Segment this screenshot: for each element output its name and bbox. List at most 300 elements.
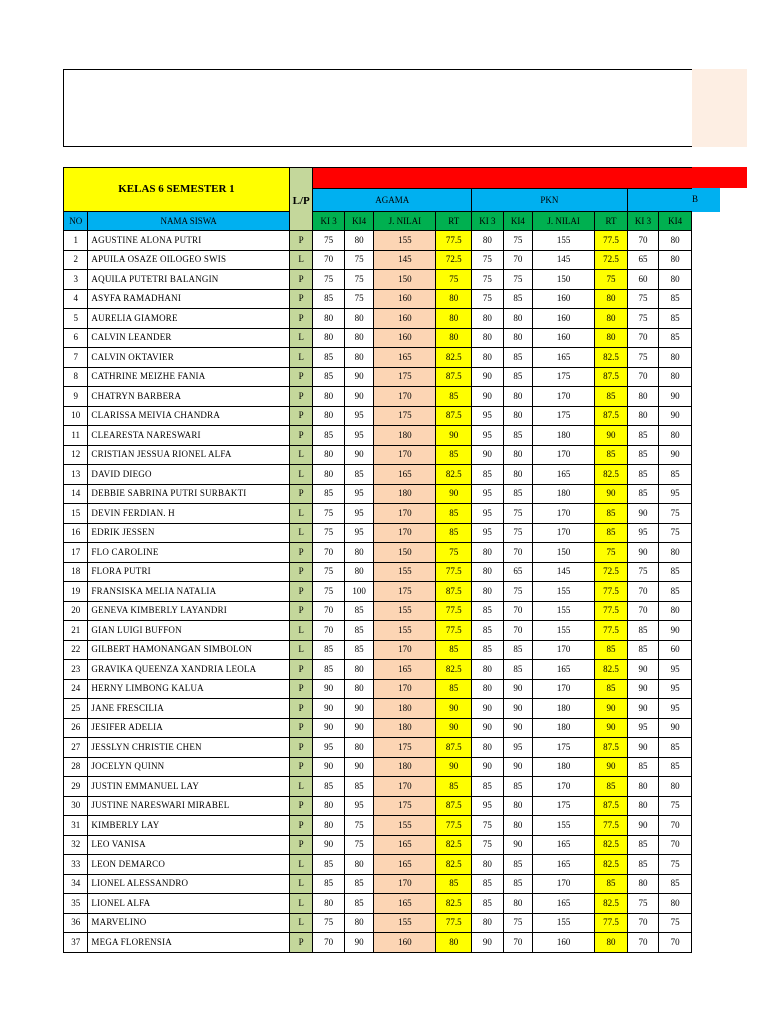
agama-rt: 85 [436, 777, 472, 797]
student-no: 7 [64, 348, 88, 368]
student-gender: L [289, 250, 312, 270]
pkn-ki3: 95 [472, 484, 504, 504]
table-row [64, 445, 692, 465]
table-row [64, 328, 692, 348]
next-ki3: 70 [627, 367, 659, 387]
next-ki3: 85 [627, 484, 659, 504]
agama-rt: 82.5 [436, 348, 472, 368]
agama-ki3: 90 [313, 679, 345, 699]
student-gender: P [289, 679, 312, 699]
agama-rt: 80 [436, 933, 472, 953]
pkn-ki4: 70 [503, 250, 533, 270]
agama-rt: 90 [436, 484, 472, 504]
pkn-jnilai: 165 [533, 835, 595, 855]
next-ki3: 90 [627, 660, 659, 680]
agama-ki4: 80 [344, 679, 374, 699]
pkn-ki3: 80 [472, 328, 504, 348]
student-gender: P [289, 289, 312, 309]
agama-ki3: 75 [313, 913, 345, 933]
agama-jnilai: 155 [374, 621, 436, 641]
student-no: 10 [64, 406, 88, 426]
pkn-rt: 80 [595, 309, 628, 329]
table-row [64, 387, 692, 407]
header-box [63, 69, 692, 147]
agama-jnilai: 170 [374, 679, 436, 699]
student-no: 8 [64, 367, 88, 387]
student-name: DEVIN FERDIAN. H [88, 504, 290, 524]
agama-jnilai: 175 [374, 367, 436, 387]
agama-ki4: 80 [344, 231, 374, 251]
agama-ki3: 70 [313, 250, 345, 270]
pkn-ki4: 90 [503, 835, 533, 855]
next-ki3: 95 [627, 718, 659, 738]
student-no: 16 [64, 523, 88, 543]
next-ki4: 85 [659, 465, 692, 485]
next-ki4: 90 [659, 387, 692, 407]
pkn-ki4: 75 [503, 270, 533, 290]
agama-ki4: 90 [344, 933, 374, 953]
student-no: 2 [64, 250, 88, 270]
pkn-jnilai: 160 [533, 309, 595, 329]
pkn-rt: 82.5 [595, 835, 628, 855]
next-ki4: 95 [659, 660, 692, 680]
col-header-ki4: KI4 [659, 212, 692, 231]
pkn-ki4: 80 [503, 796, 533, 816]
pkn-ki4: 80 [503, 309, 533, 329]
agama-jnilai: 175 [374, 406, 436, 426]
agama-ki4: 75 [344, 250, 374, 270]
student-gender: L [289, 874, 312, 894]
student-name: FLO CAROLINE [88, 543, 290, 563]
student-gender: P [289, 835, 312, 855]
pkn-ki4: 75 [503, 582, 533, 602]
student-name: AGUSTINE ALONA PUTRI [88, 231, 290, 251]
agama-rt: 85 [436, 445, 472, 465]
next-ki4: 85 [659, 757, 692, 777]
agama-ki3: 90 [313, 757, 345, 777]
next-ki3: 75 [627, 894, 659, 914]
agama-ki3: 80 [313, 465, 345, 485]
student-gender: P [289, 660, 312, 680]
next-ki4: 70 [659, 816, 692, 836]
red-header-bar [313, 168, 692, 189]
agama-ki3: 90 [313, 699, 345, 719]
student-gender: P [289, 562, 312, 582]
pkn-ki4: 85 [503, 367, 533, 387]
table-row [64, 738, 692, 758]
student-gender: L [289, 621, 312, 641]
pkn-ki4: 85 [503, 855, 533, 875]
agama-ki3: 75 [313, 231, 345, 251]
table-row [64, 543, 692, 563]
student-name: CRISTIAN JESSUA RIONEL ALFA [88, 445, 290, 465]
header-box-extension [692, 69, 747, 147]
pkn-jnilai: 170 [533, 445, 595, 465]
pkn-ki3: 85 [472, 894, 504, 914]
student-no: 28 [64, 757, 88, 777]
table-row [64, 348, 692, 368]
pkn-ki3: 85 [472, 601, 504, 621]
pkn-ki3: 75 [472, 835, 504, 855]
student-no: 26 [64, 718, 88, 738]
pkn-jnilai: 145 [533, 562, 595, 582]
next-ki3: 60 [627, 270, 659, 290]
student-name: CALVIN OKTAVIER [88, 348, 290, 368]
student-no: 27 [64, 738, 88, 758]
student-name: JESSLYN CHRISTIE CHEN [88, 738, 290, 758]
pkn-jnilai: 160 [533, 933, 595, 953]
pkn-jnilai: 165 [533, 348, 595, 368]
agama-rt: 87.5 [436, 406, 472, 426]
student-name: GILBERT HAMONANGAN SIMBOLON [88, 640, 290, 660]
agama-ki3: 75 [313, 582, 345, 602]
agama-ki4: 75 [344, 289, 374, 309]
table-row [64, 660, 692, 680]
agama-ki4: 85 [344, 894, 374, 914]
pkn-jnilai: 180 [533, 718, 595, 738]
pkn-ki4: 70 [503, 933, 533, 953]
agama-rt: 72.5 [436, 250, 472, 270]
agama-ki3: 80 [313, 309, 345, 329]
pkn-ki3: 80 [472, 660, 504, 680]
agama-jnilai: 145 [374, 250, 436, 270]
agama-rt: 90 [436, 426, 472, 446]
next-ki4: 80 [659, 250, 692, 270]
next-ki3: 80 [627, 387, 659, 407]
student-name: GRAVIKA QUEENZA XANDRIA LEOLA [88, 660, 290, 680]
agama-rt: 87.5 [436, 738, 472, 758]
agama-ki4: 85 [344, 465, 374, 485]
pkn-ki4: 65 [503, 562, 533, 582]
pkn-ki3: 80 [472, 679, 504, 699]
pkn-ki4: 85 [503, 348, 533, 368]
next-ki3: 75 [627, 289, 659, 309]
next-ki3: 75 [627, 348, 659, 368]
pkn-ki4: 95 [503, 738, 533, 758]
agama-jnilai: 165 [374, 465, 436, 485]
agama-jnilai: 160 [374, 933, 436, 953]
student-name: CALVIN LEANDER [88, 328, 290, 348]
student-gender: P [289, 582, 312, 602]
student-no: 3 [64, 270, 88, 290]
agama-rt: 80 [436, 328, 472, 348]
pkn-rt: 82.5 [595, 855, 628, 875]
student-gender: P [289, 484, 312, 504]
student-name: DEBBIE SABRINA PUTRI SURBAKTI [88, 484, 290, 504]
next-ki4: 80 [659, 543, 692, 563]
table-row [64, 874, 692, 894]
student-no: 37 [64, 933, 88, 953]
next-ki4: 80 [659, 231, 692, 251]
agama-ki4: 75 [344, 835, 374, 855]
next-ki3: 90 [627, 543, 659, 563]
agama-rt: 77.5 [436, 562, 472, 582]
next-ki4: 85 [659, 309, 692, 329]
pkn-ki4: 80 [503, 465, 533, 485]
next-ki3: 85 [627, 757, 659, 777]
student-no: 30 [64, 796, 88, 816]
pkn-rt: 90 [595, 757, 628, 777]
agama-rt: 90 [436, 699, 472, 719]
col-header-jnilai: J. NILAI [374, 212, 436, 231]
student-gender: P [289, 406, 312, 426]
pkn-rt: 77.5 [595, 601, 628, 621]
table-row [64, 621, 692, 641]
student-name: GENEVA KIMBERLY LAYANDRI [88, 601, 290, 621]
next-ki4: 85 [659, 289, 692, 309]
agama-ki4: 85 [344, 874, 374, 894]
agama-ki4: 95 [344, 484, 374, 504]
pkn-rt: 72.5 [595, 250, 628, 270]
agama-ki4: 90 [344, 445, 374, 465]
pkn-ki3: 95 [472, 504, 504, 524]
pkn-ki4: 70 [503, 601, 533, 621]
next-ki4: 75 [659, 523, 692, 543]
pkn-ki3: 90 [472, 718, 504, 738]
student-name: JESIFER ADELIA [88, 718, 290, 738]
next-ki4: 70 [659, 933, 692, 953]
agama-ki3: 80 [313, 796, 345, 816]
student-gender: L [289, 504, 312, 524]
pkn-jnilai: 175 [533, 406, 595, 426]
student-name: JUSTIN EMMANUEL LAY [88, 777, 290, 797]
student-no: 18 [64, 562, 88, 582]
next-ki3: 70 [627, 601, 659, 621]
student-gender: P [289, 309, 312, 329]
table-row [64, 289, 692, 309]
student-gender: P [289, 426, 312, 446]
agama-ki4: 80 [344, 660, 374, 680]
next-ki3: 90 [627, 504, 659, 524]
agama-ki3: 85 [313, 660, 345, 680]
next-ki3: 80 [627, 406, 659, 426]
agama-ki3: 80 [313, 387, 345, 407]
next-ki4: 95 [659, 484, 692, 504]
agama-ki3: 85 [313, 874, 345, 894]
pkn-ki4: 85 [503, 484, 533, 504]
next-ki4: 80 [659, 601, 692, 621]
student-gender: P [289, 738, 312, 758]
pkn-ki3: 95 [472, 406, 504, 426]
student-gender: P [289, 796, 312, 816]
agama-jnilai: 180 [374, 699, 436, 719]
pkn-ki3: 85 [472, 640, 504, 660]
agama-ki4: 75 [344, 270, 374, 290]
pkn-ki3: 75 [472, 250, 504, 270]
pkn-ki3: 85 [472, 621, 504, 641]
agama-jnilai: 180 [374, 426, 436, 446]
next-ki4: 85 [659, 738, 692, 758]
next-ki3: 85 [627, 855, 659, 875]
table-row [64, 231, 692, 251]
col-header-rt: RT [436, 212, 472, 231]
student-no: 15 [64, 504, 88, 524]
next-ki3: 85 [627, 621, 659, 641]
pkn-rt: 85 [595, 445, 628, 465]
agama-ki4: 80 [344, 309, 374, 329]
table-row [64, 933, 692, 953]
agama-rt: 80 [436, 309, 472, 329]
agama-rt: 77.5 [436, 601, 472, 621]
next-ki3: 85 [627, 640, 659, 660]
pkn-rt: 77.5 [595, 582, 628, 602]
student-gender: L [289, 328, 312, 348]
pkn-ki4: 85 [503, 874, 533, 894]
agama-rt: 82.5 [436, 465, 472, 485]
pkn-ki3: 75 [472, 816, 504, 836]
pkn-jnilai: 160 [533, 289, 595, 309]
student-name: DAVID DIEGO [88, 465, 290, 485]
pkn-rt: 82.5 [595, 348, 628, 368]
student-name: JANE FRESCILIA [88, 699, 290, 719]
pkn-jnilai: 165 [533, 465, 595, 485]
pkn-rt: 75 [595, 270, 628, 290]
agama-rt: 82.5 [436, 660, 472, 680]
next-ki4: 80 [659, 348, 692, 368]
pkn-ki4: 85 [503, 640, 533, 660]
agama-ki3: 80 [313, 406, 345, 426]
next-ki4: 90 [659, 621, 692, 641]
pkn-ki3: 75 [472, 289, 504, 309]
agama-ki4: 95 [344, 504, 374, 524]
agama-jnilai: 170 [374, 504, 436, 524]
next-ki4: 90 [659, 445, 692, 465]
next-ki3: 90 [627, 816, 659, 836]
student-name: EDRIK JESSEN [88, 523, 290, 543]
student-name: CLEARESTA NARESWARI [88, 426, 290, 446]
sheet-title: KELAS 6 SEMESTER 1 [64, 168, 290, 212]
next-ki3: 70 [627, 933, 659, 953]
agama-ki4: 80 [344, 913, 374, 933]
agama-jnilai: 150 [374, 270, 436, 290]
table-row [64, 679, 692, 699]
pkn-jnilai: 155 [533, 582, 595, 602]
pkn-ki3: 85 [472, 874, 504, 894]
table-row [64, 465, 692, 485]
student-no: 9 [64, 387, 88, 407]
pkn-rt: 85 [595, 874, 628, 894]
student-no: 36 [64, 913, 88, 933]
table-row [64, 816, 692, 836]
agama-ki3: 70 [313, 933, 345, 953]
next-ki4: 80 [659, 777, 692, 797]
pkn-jnilai: 155 [533, 816, 595, 836]
agama-ki3: 90 [313, 718, 345, 738]
agama-rt: 90 [436, 718, 472, 738]
pkn-ki4: 80 [503, 387, 533, 407]
pkn-rt: 82.5 [595, 660, 628, 680]
next-ki4: 95 [659, 679, 692, 699]
student-name: JOCELYN QUINN [88, 757, 290, 777]
agama-ki4: 80 [344, 328, 374, 348]
agama-jnilai: 180 [374, 757, 436, 777]
agama-rt: 85 [436, 874, 472, 894]
pkn-ki4: 85 [503, 660, 533, 680]
agama-jnilai: 180 [374, 484, 436, 504]
student-name: AQUILA PUTETRI BALANGIN [88, 270, 290, 290]
pkn-rt: 85 [595, 679, 628, 699]
table-row [64, 426, 692, 446]
pkn-rt: 80 [595, 289, 628, 309]
next-ki3: 70 [627, 582, 659, 602]
pkn-ki4: 75 [503, 504, 533, 524]
agama-rt: 82.5 [436, 855, 472, 875]
next-ki3: 80 [627, 777, 659, 797]
pkn-rt: 80 [595, 328, 628, 348]
student-no: 19 [64, 582, 88, 602]
pkn-ki4: 85 [503, 426, 533, 446]
agama-ki3: 90 [313, 835, 345, 855]
subject-header-agama: AGAMA [313, 189, 472, 212]
next-ki3: 75 [627, 309, 659, 329]
next-ki4: 90 [659, 406, 692, 426]
pkn-ki4: 90 [503, 718, 533, 738]
agama-jnilai: 155 [374, 816, 436, 836]
next-ki3: 85 [627, 465, 659, 485]
agama-rt: 82.5 [436, 894, 472, 914]
pkn-ki3: 90 [472, 387, 504, 407]
agama-ki3: 85 [313, 426, 345, 446]
student-name: HERNY LIMBONG KALUA [88, 679, 290, 699]
student-no: 22 [64, 640, 88, 660]
table-row [64, 894, 692, 914]
agama-jnilai: 165 [374, 855, 436, 875]
student-name: MARVELINO [88, 913, 290, 933]
student-name: FLORA PUTRI [88, 562, 290, 582]
agama-jnilai: 155 [374, 231, 436, 251]
agama-ki3: 95 [313, 738, 345, 758]
pkn-ki3: 90 [472, 933, 504, 953]
table-row [64, 562, 692, 582]
pkn-jnilai: 170 [533, 874, 595, 894]
agama-ki4: 90 [344, 718, 374, 738]
next-ki4: 85 [659, 562, 692, 582]
agama-jnilai: 170 [374, 874, 436, 894]
agama-jnilai: 165 [374, 835, 436, 855]
next-ki3: 70 [627, 231, 659, 251]
pkn-ki3: 80 [472, 582, 504, 602]
pkn-ki4: 85 [503, 777, 533, 797]
next-ki3: 65 [627, 250, 659, 270]
pkn-jnilai: 180 [533, 484, 595, 504]
next-ki3: 85 [627, 835, 659, 855]
student-gender: L [289, 640, 312, 660]
agama-ki4: 90 [344, 387, 374, 407]
agama-ki4: 85 [344, 621, 374, 641]
col-header-ki3: KI 3 [627, 212, 659, 231]
agama-rt: 87.5 [436, 367, 472, 387]
pkn-jnilai: 165 [533, 855, 595, 875]
student-gender: P [289, 270, 312, 290]
next-ki3: 70 [627, 328, 659, 348]
agama-ki3: 85 [313, 640, 345, 660]
col-header-name: NAMA SISWA [88, 212, 290, 231]
table-row [64, 835, 692, 855]
agama-rt: 85 [436, 679, 472, 699]
student-gender: P [289, 231, 312, 251]
student-no: 21 [64, 621, 88, 641]
agama-jnilai: 175 [374, 738, 436, 758]
student-name: ASYFA RAMADHANI [88, 289, 290, 309]
col-header-ki4: KI4 [344, 212, 374, 231]
student-no: 1 [64, 231, 88, 251]
agama-ki4: 80 [344, 348, 374, 368]
next-ki4: 75 [659, 855, 692, 875]
student-no: 13 [64, 465, 88, 485]
pkn-jnilai: 170 [533, 777, 595, 797]
pkn-jnilai: 165 [533, 894, 595, 914]
agama-ki4: 95 [344, 796, 374, 816]
